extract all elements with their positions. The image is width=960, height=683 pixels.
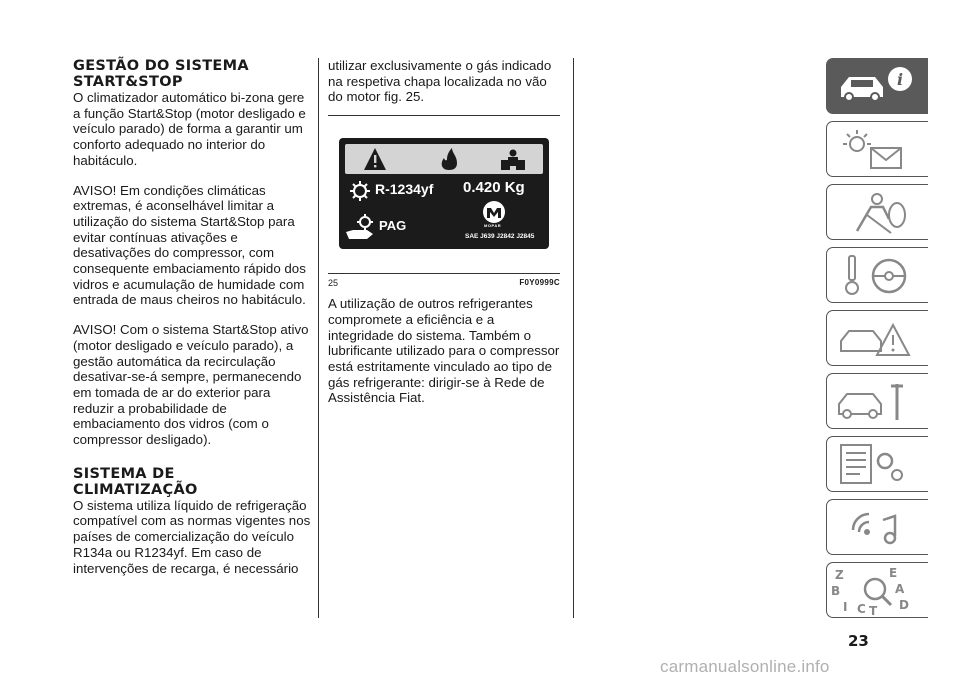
heading-line: START&STOP	[73, 74, 183, 90]
label-icons	[345, 144, 543, 174]
index-letter: D	[899, 598, 909, 612]
tab-technical-data[interactable]	[826, 436, 928, 492]
key-steering-wheel-icon	[827, 248, 929, 304]
read-manual-icon	[501, 150, 525, 171]
tab-maintenance[interactable]	[826, 373, 928, 429]
car-info-icon	[827, 59, 929, 115]
column-divider	[318, 58, 319, 618]
index-letter: B	[831, 584, 841, 598]
airbag-safety-icon	[827, 185, 929, 241]
section-heading-climatizacao	[73, 466, 313, 498]
paragraph: O climatizador automático bi-zona gere a função Start&Stop (motor desligado e veículo parado) de forma a garantir um conforto adequado no interior do habitáculo.	[73, 90, 306, 168]
index-letter: C	[857, 602, 866, 616]
heading-line: CLIMATIZAÇÃO	[73, 481, 198, 498]
tab-starting-driving[interactable]	[826, 247, 928, 303]
paragraph: A utilização de outros refrigerantes compromete a eficiência e a integridade do sistema. Também o lubrificante utilizado para o compressor está estritamente vinculado ao tipo de gás refrigerante: dirigir-se à Rede de Assistência Fiat.	[328, 296, 560, 406]
multimedia-icon	[827, 500, 929, 556]
technical-data-icon	[827, 437, 929, 493]
index-letter: Z	[835, 568, 844, 582]
oil-type: PAG	[379, 218, 407, 234]
refrigerant-type: R-1234yf	[375, 181, 434, 198]
chapter-tabs	[826, 58, 928, 625]
index-letter: A	[895, 582, 905, 596]
heading-line: GESTÃO DO SISTEMA	[73, 58, 249, 74]
svg-text:i: i	[896, 70, 904, 89]
figure-number: 25	[328, 278, 339, 289]
refrigerant-label-plate	[339, 138, 549, 249]
mopar-wordmark: MOPAR	[484, 223, 502, 229]
middle-column	[328, 58, 560, 420]
tab-warning-lights[interactable]	[826, 121, 928, 177]
oil-can-gear-icon	[343, 212, 377, 242]
column-divider	[573, 58, 574, 618]
flame-icon	[442, 148, 457, 170]
index-letter: I	[843, 600, 848, 614]
tab-index[interactable]	[826, 562, 928, 618]
paragraph: utilizar exclusivamente o gás indicado na respetiva chapa localizada no vão do motor fig. 25.	[328, 58, 552, 105]
section-heading-start-stop	[73, 58, 313, 90]
tab-safety[interactable]	[826, 184, 928, 240]
tab-multimedia[interactable]	[826, 499, 928, 555]
tab-vehicle-info[interactable]	[826, 58, 928, 114]
label-icon-strip	[345, 144, 543, 174]
alphabetical-index-icon	[827, 563, 929, 619]
heading-line: SISTEMA DE	[73, 465, 175, 482]
sae-standards: SAE J639 J2842 J2845	[465, 233, 535, 241]
page-number: 23	[848, 632, 869, 650]
tab-emergency[interactable]	[826, 310, 928, 366]
warning-lights-icon	[827, 122, 929, 178]
figure-bottom-rule	[328, 273, 560, 274]
car-emergency-icon	[827, 311, 929, 367]
warning-paragraph: AVISO! Em condições climáticas extremas, é aconselhável limitar a utilização do sistema Start&Stop para evitar contínuas ativações e desativações do compressor, com consequente embaciamento rápido dos vidros e acumulação de humidade com entrada de maus cheiros no habitáculo.	[73, 182, 306, 308]
figure-top-rule	[328, 115, 560, 116]
left-column	[73, 58, 313, 590]
car-maintenance-icon	[827, 374, 929, 430]
figure-25	[328, 115, 560, 288]
paragraph: O sistema utiliza líquido de refrigeração compatível com as normas vigentes nos países de comercialização do veículo R134a ou R1234yf. Em caso de intervenções de recarga, é necessário	[73, 497, 311, 576]
figure-caption	[328, 278, 560, 288]
warning-paragraph: AVISO! Com o sistema Start&Stop ativo (motor desligado e veículo parado), a gestão automática da recirculação desativar-se-á sempre, permanecendo em tomada de ar do exterior para reduzir a probabilidade de embaciamento dos vidros (com o compressor desligado).	[73, 322, 309, 448]
index-letter: E	[889, 566, 898, 580]
warning-triangle-icon	[364, 148, 386, 170]
watermark: carmanualsonline.info	[660, 657, 830, 676]
figure-code: F0Y0999C	[519, 278, 560, 288]
refrigerant-quantity: 0.420 Kg	[463, 179, 525, 197]
index-letter: T	[869, 604, 878, 618]
snowflake-gear-icon	[349, 180, 371, 202]
